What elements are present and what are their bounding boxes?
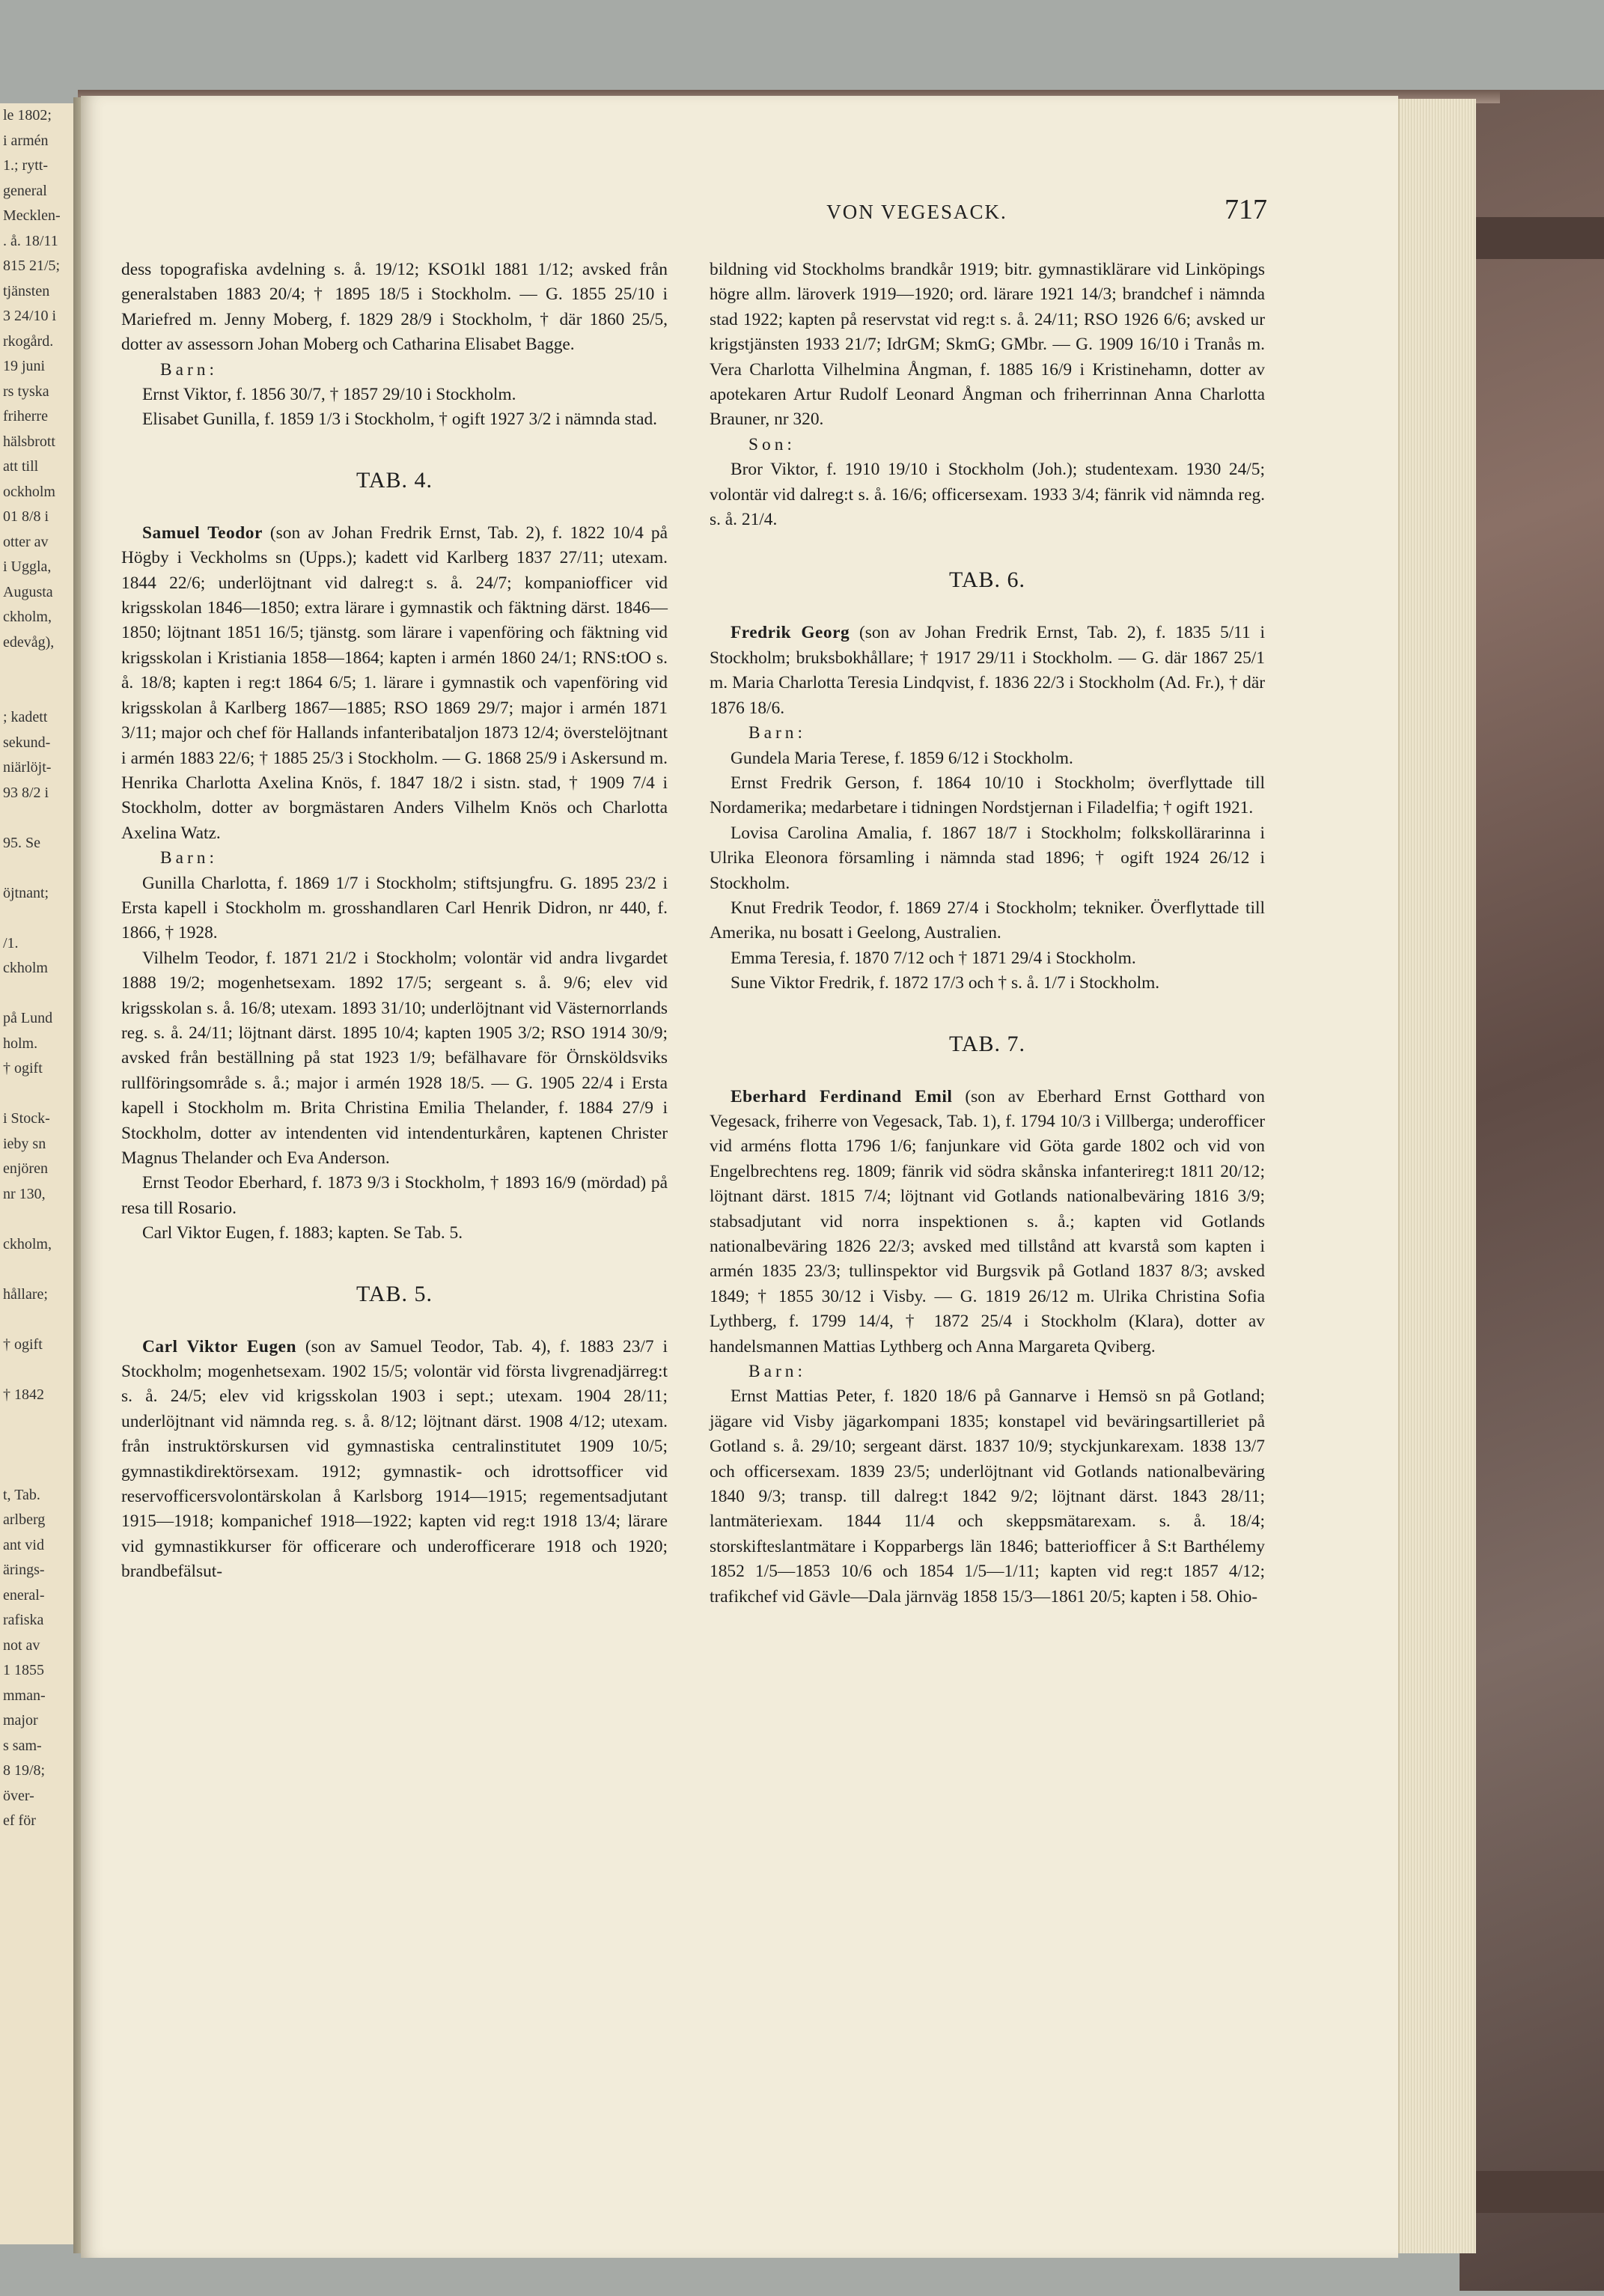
prev-page-fragment: nr 130, [3, 1185, 46, 1202]
text-paragraph: Sune Viktor Fredrik, f. 1872 17/3 och † s. å. 1/7 i Stockholm. [731, 973, 1160, 993]
text-paragraph: bildning vid Stockholms brandkår 1919; bitr. gymnastiklärare vid Linköpings högre allm. läroverk 1919—1920; ord. lärare 1921 14/3; brandchef i nämnda stad 1922; kapten på reservstat vid reg:t s. å. 24/11; RSO 1926 6/6; avsked ur krigstjänsten 1933 21/7; IdrGM; SkmG; GMbr. — G. 1909 16/10 i Tranås m. Vera Charlotta Vilhelmina Ångman, f. 1885 16/9 i Kristinehamn, dotter av apotekaren Artur Rudolf Leonard Ångman och friherrinnan Anna Charlotta Brauner, nr 320. [710, 260, 1265, 430]
prev-page-fragment: 01 8/8 i [3, 508, 49, 525]
previous-page-edge [0, 103, 82, 2244]
prev-page-fragment: hälsbrott [3, 433, 55, 450]
prev-page-fragment: enjören [3, 1160, 48, 1177]
prev-page-fragment: Augusta [3, 583, 53, 600]
text-paragraph: Elisabet Gunilla, f. 1859 1/3 i Stockholm, † ogift 1927 3/2 i nämnda stad. [142, 409, 658, 430]
text-paragraph: Gunilla Charlotta, f. 1869 1/7 i Stockholm; stiftsjungfru. G. 1895 23/2 i Ersta kapell i Stockholm m. grosshandlaren Carl Henrik Didron, nr 440, f. 1866, † 1928. [121, 873, 668, 943]
text-paragraph: Ernst Viktor, f. 1856 30/7, † 1857 29/10 i Stockholm. [142, 385, 516, 405]
prev-page-fragment: över- [3, 1787, 34, 1804]
prev-page-fragment [0, 655, 78, 680]
children-heading: Barn: [160, 359, 218, 380]
prev-page-fragment: ockholm [3, 483, 55, 500]
prev-page-fragment: i Stock- [3, 1110, 50, 1127]
person-entry [121, 1335, 668, 1585]
prev-page-fragment [0, 906, 78, 931]
prev-page-fragment: otter av [3, 533, 49, 550]
text-paragraph: Carl Viktor Eugen, f. 1883; kapten. Se Tab. 5. [142, 1223, 463, 1243]
prev-page-fragment: † ogift [3, 1336, 43, 1353]
prev-page-fragment [0, 1257, 78, 1282]
prev-page-fragment: friherre [3, 408, 48, 424]
prev-page-fragment: i armén [3, 132, 49, 149]
table-heading: TAB. 6. [948, 567, 1026, 593]
prev-page-fragment [0, 1082, 78, 1107]
prev-page-fragment: rs tyska [3, 383, 49, 400]
prev-page-fragment: i Uggla, [3, 558, 52, 575]
prev-page-fragment: arlberg [3, 1511, 46, 1528]
prev-page-fragment: ef för [3, 1812, 36, 1829]
prev-page-fragment [0, 981, 78, 1007]
prev-page-fragment: general [3, 182, 47, 199]
prev-page-fragment: ant vid [3, 1536, 44, 1553]
text-column-left [121, 258, 668, 1585]
prev-page-fragment: 19 juni [3, 358, 46, 374]
prev-page-fragment: 1.; rytt- [3, 157, 48, 174]
prev-page-fragment [0, 1433, 78, 1458]
prev-page-fragment: på Lund [3, 1010, 53, 1026]
prev-page-fragment: major [3, 1712, 38, 1729]
prev-page-fragment [0, 806, 78, 831]
prev-page-fragment [0, 1357, 78, 1383]
page-number: 717 [1225, 194, 1267, 225]
text-paragraph: Ernst Fredrik Gerson, f. 1864 10/10 i Stockholm; överflyttade till Nordamerika; medarbetare i tidningen Nordstjernan i Filadelfia; † ogift 1921. [710, 773, 1265, 818]
person-name: Samuel Teodor [142, 523, 263, 543]
prev-page-fragment: sekund- [3, 734, 51, 751]
children-heading: Barn: [748, 723, 806, 743]
prev-page-fragment: 1 1855 [3, 1662, 44, 1678]
prev-page-fragment: . å. 18/11 [3, 232, 58, 249]
prev-page-fragment: t, Tab. [3, 1486, 40, 1503]
prev-page-fragment [0, 856, 78, 881]
table-heading: TAB. 7. [948, 1031, 1026, 1056]
person-name: Fredrik Georg [731, 623, 850, 643]
person-name: Eberhard Ferdinand Emil [731, 1086, 953, 1106]
text-paragraph: dess topografiska avdelning s. å. 19/12; KSO1kl 1881 1/12; avsked från generalstaben 1883 20/4; † 1895 18/5 i Stockholm. — G. 1855 25/10 i Mariefred m. Jenny Moberg, f. 1829 28/9 i Stockholm, † där 1860 25/5, dotter av assessorn Johan Moberg och Catharina Elisabet Bagge. [121, 260, 668, 355]
cover-band [1467, 217, 1604, 259]
prev-page-fragment: le 1802; [3, 107, 52, 124]
entry-text: (son av Johan Fredrik Ernst, Tab. 2), f. 1835 5/11 i Stockholm; bruksbokhållare; † 1917 29/11 i Stockholm. — G. där 1867 25/1 m. Maria Charlotta Teresia Lindqvist, f. 1836 22/3 i Stockholm (Ad. Fr.), † där 1876 18/6. [710, 623, 1265, 718]
children-heading: Barn: [160, 848, 218, 868]
entry-text: (son av Eberhard Ernst Gotthard von Vegesack, friherre von Vegesack, Tab. 1), f. 1794 10/3 i Villberga; underofficer vid arméns flotta 1796 1/6; fanjunkare vid Göta garde 1802 och vid von Engelbrechtens reg. 1809; fänrik vid södra skånska infanterireg:t 1811 20/12; löjtnant därst. 1815 7/4; löjtnant vid Gotlands nationalbeväring 1816 3/9; stabsadjutant vid norra inspektionen s. å.; kapten vid Gotlands nationalbeväring 1826 22/3; avsked med tillstånd att kvarstå som kapten i armén 1835 23/3; tullinspektor vid Burgsvik på Gotland 1837 8/3; avsked 1849; † 1855 30/12 i Visby. — G. 1819 26/12 m. Ulrika Christina Sofia Lythberg, f. 1799 14/4, † 1872 25/4 i Stockholm (Klara), dotter av handelsmannen Mattias Lythberg och Anna Margareta Qviberg. [710, 1086, 1265, 1356]
text-column-right [710, 258, 1265, 1610]
text-paragraph: Knut Fredrik Teodor, f. 1869 27/4 i Stockholm; tekniker. Överflyttade till Amerika, nu bosatt i Geelong, Australien. [710, 898, 1265, 943]
prev-page-fragment [0, 1307, 78, 1333]
person-entry [710, 1085, 1265, 1359]
entry-text: (son av Johan Fredrik Ernst, Tab. 2), f. 1822 10/4 på Högby i Veckholms sn (Upps.); kadett vid Karlberg 1837 27/11; utexam. 1844 22/6; underlöjtnant vid dalreg:t s. å. 24/7; kompaniofficer vid krigsskolan 1846—1850; extra lärare i gymnastik och fäktning därst. 1846—1850; löjtnant 1851 16/5; tjänstg. som lärare i vapenföring och fäktning vid krigsskolan i Kristiania 1858—1864; kapten i armén 1860 24/1; RNS:tOO s. å. 18/8; kapten i reg:t 1864 6/5; 1. lärare i gymnastik och vapenföring vid krigsskolan å Karlberg 1867—1885; RSO 1869 29/7; major i armén 1871 3/11; major och chef för Hallands infanteribataljon 1873 12/4; överstelöjtnant i armén 1883 22/6; † 1885 25/3 i Stockholm. — G. 1868 25/9 i Askersund m. Henrika Charlotta Axelina Knös, f. 1847 18/2 i sistn. stad, † 1909 7/4 i Stockholm, dotter av borgmästaren Anders Vilhelm Knös och Charlotta Axelina Watz. [121, 523, 668, 843]
prev-page-fragment: hållare; [3, 1285, 48, 1303]
prev-page-fragment: † 1842 [3, 1386, 44, 1403]
prev-page-fragment: ; kadett [3, 709, 48, 725]
prev-page-fragment: ärings- [3, 1562, 45, 1578]
table-heading: TAB. 4. [356, 467, 433, 493]
children-heading: Son: [748, 434, 796, 454]
running-head: VON VEGESACK. [826, 201, 1007, 223]
prev-page-fragment: holm. [3, 1035, 38, 1052]
prev-page-fragment: mman- [3, 1687, 46, 1704]
prev-page-fragment [0, 1458, 78, 1483]
prev-page-fragment: 8 19/8; [3, 1762, 46, 1779]
text-paragraph: Bror Viktor, f. 1910 19/10 i Stockholm (Joh.); studentexam. 1930 24/5; volontär vid dalreg:t s. å. 16/6; officersexam. 1933 3/4; fänrik vid nämnda reg. s. å. 21/4. [710, 460, 1265, 530]
prev-page-fragment: /1. [3, 934, 19, 951]
person-entry [710, 621, 1265, 721]
page-block-edges [1398, 99, 1476, 2253]
prev-page-fragment: 93 8/2 i [3, 784, 49, 801]
prev-page-fragment [0, 680, 78, 706]
children-heading: Barn: [748, 1362, 806, 1382]
table-heading: TAB. 5. [356, 1281, 433, 1306]
prev-page-fragment: 3 24/10 i [3, 308, 57, 324]
prev-page-fragment: rkogård. [3, 332, 54, 350]
prev-page-fragment: tjänsten [3, 282, 50, 299]
prev-page-fragment [0, 1407, 78, 1433]
entry-text: (son av Samuel Teodor, Tab. 4), f. 1883 23/7 i Stockholm; mogenhetsexam. 1902 15/5; volontär vid första livgrenadjärreg:t s. å. 24/5; elev vid krigsskolan 1903 i sept.; utexam. 1904 28/11; underlöjtnant vid nämnda reg. s. å. 8/12; löjtnant därst. 1908 4/12; utexam. från instruktörskursen vid gymnastiska centralinstitutet 1909 10/5; gymnastikdirektörsexam. 1912; gymnastik- och idrottsofficer vid reservofficersvolontärskolan å Karlsborg 1914—1915; regementsadjutant 1915—1918; kompanichef 1918—1922; kapten vid reg:t 1918 13/4; lärare vid gymnastikkurser för officerare och underofficerare 1918 och 1920; brandbefälsut- [121, 1336, 668, 1582]
prev-page-fragment: ckholm, [3, 609, 52, 625]
prev-page-fragment: † ogift [3, 1060, 43, 1077]
prev-page-fragment: ieby sn [3, 1135, 46, 1152]
prev-page-fragment: 95. Se [3, 834, 40, 851]
prev-page-fragment: att till [3, 458, 39, 475]
prev-page-fragment: niärlöjt- [3, 759, 52, 776]
book-cover-right [1460, 90, 1604, 2291]
text-paragraph: Ernst Mattias Peter, f. 1820 18/6 på Gannarve i Hemsö sn på Gotland; jägare vid Visby jägarkompani 1835; konstapel vid beväringsartilleriet på Gotland s. å. 29/10; sergeant därst. 1837 10/9; styckjunkarexam. 1838 13/7 och officersexam. 1839 23/5; underlöjtnant vid Gotlands nationalbeväring 1840 9/3; transp. till dalreg:t 1842 9/2; löjtnant därst. 1843 28/11; lantmäteriexam. 1844 11/4 och skeppsmätarexam. s. å. 18/4; storskifteslantmätare i Kopparbergs län 1846; batteriofficer å S:t Barthélemy 1852 1/5—1853 10/6 och 1854 1/5—1/11; kapten vid reg:t 1857 4/12; trafikchef vid Gävle—Dala järnväg 1858 15/3—1861 20/5; kapten i 58. Ohio- [710, 1386, 1265, 1607]
prev-page-fragment: Mecklen- [3, 207, 61, 224]
text-paragraph: Ernst Teodor Eberhard, f. 1873 9/3 i Stockholm, † 1893 16/9 (mördad) på resa till Rosario. [121, 1173, 668, 1218]
prev-page-fragment: eneral- [3, 1586, 45, 1604]
prev-page-fragment [0, 1207, 78, 1232]
prev-page-fragment: edevåg), [3, 633, 55, 651]
text-paragraph: Emma Teresia, f. 1870 7/12 och † 1871 29/4 i Stockholm. [731, 948, 1136, 968]
text-paragraph: Gundela Maria Terese, f. 1859 6/12 i Stockholm. [731, 748, 1073, 768]
prev-page-fragment: ckholm [3, 960, 48, 976]
prev-page-fragment: öjtnant; [3, 884, 49, 901]
prev-page-fragment: 815 21/5; [3, 258, 61, 274]
prev-page-fragment: s sam- [3, 1737, 42, 1754]
text-paragraph: Vilhelm Teodor, f. 1871 21/2 i Stockholm; volontär vid andra livgardet 1888 19/2; mogenhetsexam. 1892 17/5; sergeant s. å. 9/6; elev vid krigsskolan s. å. 16/8; utexam. 1893 31/10; underlöjtnant vid Västernorrlands reg. s. å. 24/11; löjtnant därst. 1895 10/4; kapten 1905 3/2; RSO 1914 30/9; avsked från beställning på stat 1923 1/9; befälhavare för Örnsköldsviks rullföringsområde s. å.; major i armén 1928 18/5. — G. 1905 22/4 i Ersta kapell i Stockholm m. Brita Christina Emilia Thelander, f. 1884 27/9 i Stockholm, dotter av intendenten vid intendenturkåren, kaptenen Christer Magnus Thelander och Eva Anderson. [121, 948, 668, 1168]
cover-band [1467, 2171, 1604, 2213]
person-name: Carl Viktor Eugen [142, 1336, 297, 1356]
person-entry [121, 521, 668, 846]
text-paragraph: Lovisa Carolina Amalia, f. 1867 18/7 i Stockholm; folkskollärarinna i Ulrika Eleonora församling i nämnda stad 1896; † ogift 1924 26/12 i Stockholm. [710, 823, 1265, 893]
prev-page-fragment: ckholm, [3, 1235, 52, 1252]
prev-page-fragment: not av [3, 1636, 40, 1654]
prev-page-fragment: rafiska [3, 1612, 44, 1628]
